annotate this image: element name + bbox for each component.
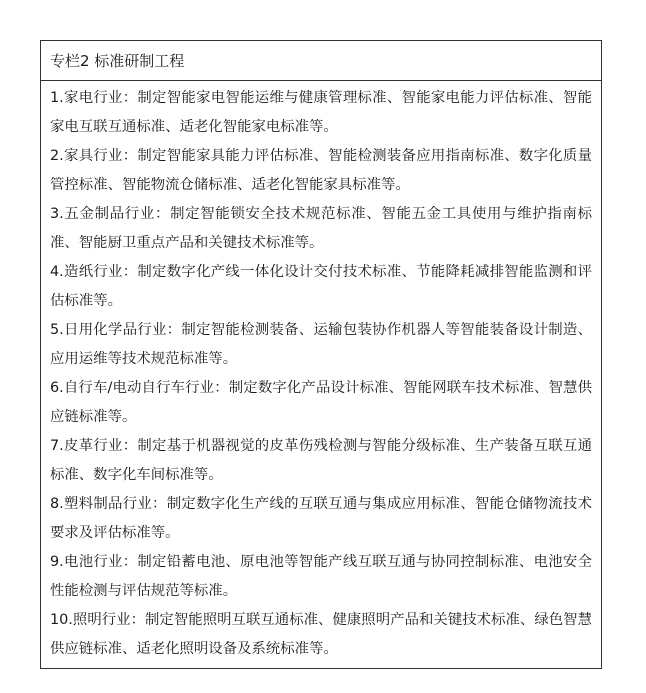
list-item-plastics: 8.塑料制品行业：制定数字化生产线的互联互通与集成应用标准、智能仓储物流技术要求及评估标准等。 <box>50 496 592 541</box>
list-item-daily-chemicals: 5.日用化学品行业：制定智能检测装备、运输包装协作机器人等智能装备设计制造、应用运维等技术规范标准等。 <box>50 322 592 367</box>
list-item-bicycles: 6.自行车/电动自行车行业：制定数字化产品设计标准、智能网联车技术标准、智慧供应链标准等。 <box>50 380 592 425</box>
list-item-leather: 7.皮革行业：制定基于机器视觉的皮革伤残检测与智能分级标准、生产装备互联互通标准、数字化车间标准等。 <box>50 438 592 483</box>
list-item-batteries: 9.电池行业：制定铅蓄电池、原电池等智能产线互联互通与协同控制标准、电池安全性能检测与评估规范等标准。 <box>50 554 592 599</box>
standards-column-box <box>40 40 602 669</box>
list-item-hardware: 3.五金制品行业：制定智能锁安全技术规范标准、智能五金工具使用与维护指南标准、智能厨卫重点产品和关键技术标准等。 <box>50 206 592 251</box>
list-item-lighting: 10.照明行业：制定智能照明互联互通标准、健康照明产品和关键技术标准、绿色智慧供应链标准、适老化照明设备及系统标准等。 <box>50 612 592 657</box>
column-title: 专栏2 标准研制工程 <box>41 41 601 81</box>
column-body <box>41 81 601 668</box>
list-item-paper: 4.造纸行业：制定数字化产线一体化设计交付技术标准、节能降耗减排智能监测和评估标准等。 <box>50 264 592 309</box>
list-item-appliances: 1.家电行业：制定智能家电智能运维与健康管理标准、智能家电能力评估标准、智能家电互联互通标准、适老化智能家电标准等。 <box>50 90 592 135</box>
list-item-furniture: 2.家具行业：制定智能家具能力评估标准、智能检测装备应用指南标准、数字化质量管控标准、智能物流仓储标准、适老化智能家具标准等。 <box>50 148 592 193</box>
